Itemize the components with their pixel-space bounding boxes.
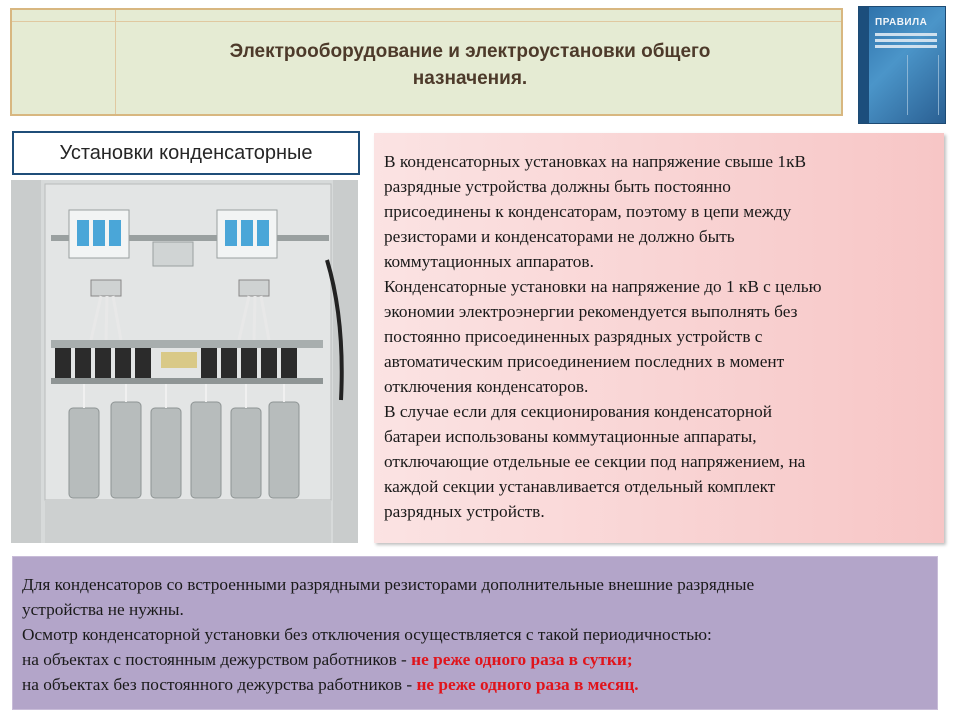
main-text-line: разрядных устройств. bbox=[384, 502, 545, 521]
inspection-note-text bbox=[22, 572, 934, 697]
note-line-4 bbox=[22, 647, 934, 672]
rules-book-image bbox=[858, 6, 946, 124]
main-text-line: автоматическим присоединением последних в момент bbox=[384, 352, 785, 371]
main-text-line: отключения конденсаторов. bbox=[384, 377, 589, 396]
main-text-line: присоединены к конденсаторам, поэтому в цепи между bbox=[384, 202, 792, 221]
section-label bbox=[12, 131, 360, 175]
main-text-line: постоянно присоединенных разрядных устройств с bbox=[384, 327, 763, 346]
main-text-panel bbox=[374, 133, 944, 543]
main-text bbox=[384, 149, 944, 524]
main-text-line: каждой секции устанавливается отдельный комплект bbox=[384, 477, 776, 496]
main-text-line: В конденсаторных установках на напряжение свыше 1кВ bbox=[384, 152, 806, 171]
note-line-3: Осмотр конденсаторной установки без отключения осуществляется с такой периодичностью: bbox=[22, 625, 712, 644]
main-text-line: В случае если для секционирования конденсаторной bbox=[384, 402, 772, 421]
main-text-line: отключающие отдельные ее секции под напряжением, на bbox=[384, 452, 806, 471]
book-spine bbox=[859, 7, 869, 123]
book-subtitle-lines bbox=[875, 33, 937, 53]
note-line-2: устройства не нужны. bbox=[22, 600, 184, 619]
main-text-line: Конденсаторные установки на напряжение до 1 кВ с целью bbox=[384, 277, 822, 296]
main-text-line: резисторами и конденсаторами не должно быть bbox=[384, 227, 735, 246]
main-text-line: коммутационных аппаратов. bbox=[384, 252, 594, 271]
power-tower-graphic bbox=[907, 55, 939, 115]
header-divider-horizontal bbox=[12, 21, 841, 22]
note-line-5-prefix: на объектах без постоянного дежурства работников - bbox=[22, 675, 417, 694]
page-title-line-1: Электрооборудование и электроустановки общего bbox=[229, 41, 711, 62]
book-title: ПРАВИЛА bbox=[875, 17, 928, 28]
section-label-text: Установки конденсаторные bbox=[59, 142, 313, 164]
page-title-line-2: назначения. bbox=[412, 68, 528, 89]
main-text-line: батареи использованы коммутационные аппараты, bbox=[384, 427, 757, 446]
main-text-line: разрядные устройства должны быть постоянно bbox=[384, 177, 731, 196]
daily-inspection-highlight: не реже одного раза в сутки; bbox=[411, 650, 633, 669]
note-line-5 bbox=[22, 672, 934, 697]
inspection-note-panel bbox=[12, 556, 938, 710]
capacitor-bank-photo bbox=[11, 180, 358, 543]
monthly-inspection-highlight: не реже одного раза в месяц. bbox=[416, 675, 639, 694]
main-text-line: экономии электроэнергии рекомендуется выполнять без bbox=[384, 302, 798, 321]
note-line-1: Для конденсаторов со встроенными разрядными резисторами дополнительные внешние разрядные bbox=[22, 575, 755, 594]
note-line-4-prefix: на объектах с постоянным дежурством работников - bbox=[22, 650, 412, 669]
capacitor-bank-illustration bbox=[11, 180, 358, 543]
page-title bbox=[140, 38, 800, 92]
header-divider-vertical bbox=[115, 10, 116, 114]
